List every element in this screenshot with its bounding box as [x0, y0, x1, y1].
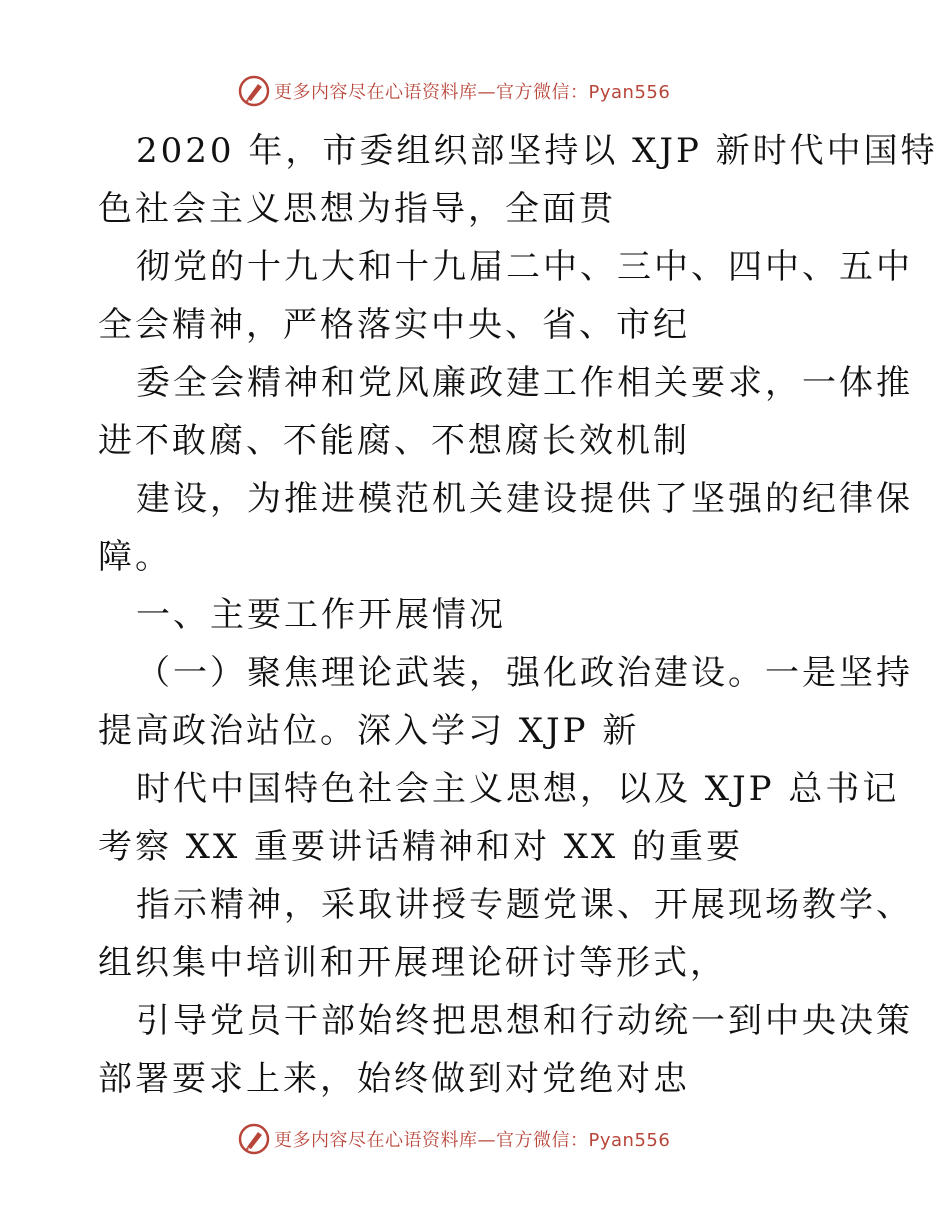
footer-watermark [238, 1122, 758, 1156]
watermark-contact-label: 官方微信： [496, 82, 589, 103]
watermark-separator: — [477, 1130, 496, 1151]
body-line: 指示精神，采取讲授专题党课、开展现场教学、 [136, 885, 913, 925]
body-line: 引导党员干部始终把思想和行动统一到中央决策 [136, 1001, 913, 1041]
body-line: 进不敢腐、不能腐、不想腐长效机制 [98, 421, 690, 461]
body-line: 2020 年，市委组织部坚持以 XJP 新时代中国特 [136, 131, 938, 171]
body-line: 部署要求上来，始终做到对党绝对忠 [98, 1059, 690, 1099]
body-line: 提高政治站位。深入学习 XJP 新 [98, 711, 640, 751]
watermark-contact-id: Pyan556 [588, 1130, 671, 1151]
body-line: 彻党的十九大和十九届二中、三中、四中、五中 [136, 247, 913, 287]
body-line: 委全会精神和党风廉政建工作相关要求，一体推 [136, 363, 913, 403]
watermark-text: 更多内容尽在心语资料库 [274, 82, 478, 103]
document-body [98, 122, 938, 1108]
fountain-pen-logo-icon [238, 75, 270, 107]
body-line: 时代中国特色社会主义思想，以及 XJP 总书记 [136, 769, 900, 809]
body-line: 全会精神，严格落实中央、省、市纪 [98, 305, 690, 345]
watermark-contact-id: Pyan556 [588, 82, 671, 103]
body-line: 障。 [98, 537, 172, 577]
body-line: 色社会主义思想为指导，全面贯 [98, 189, 616, 229]
watermark-contact-label: 官方微信： [496, 1130, 589, 1151]
section-heading: 一、主要工作开展情况 [136, 595, 506, 635]
body-line: 考察 XX 重要讲话精神和对 XX 的重要 [98, 827, 744, 867]
body-line: 建设，为推进模范机关建设提供了坚强的纪律保 [136, 479, 913, 519]
body-line: 组织集中培训和开展理论研讨等形式， [98, 943, 727, 983]
header-watermark [238, 74, 758, 108]
body-line: （一）聚焦理论武装，强化政治建设。一是坚持 [136, 653, 913, 693]
watermark-text: 更多内容尽在心语资料库 [274, 1130, 478, 1151]
watermark-separator: — [477, 82, 496, 103]
fountain-pen-logo-icon [238, 1123, 270, 1155]
